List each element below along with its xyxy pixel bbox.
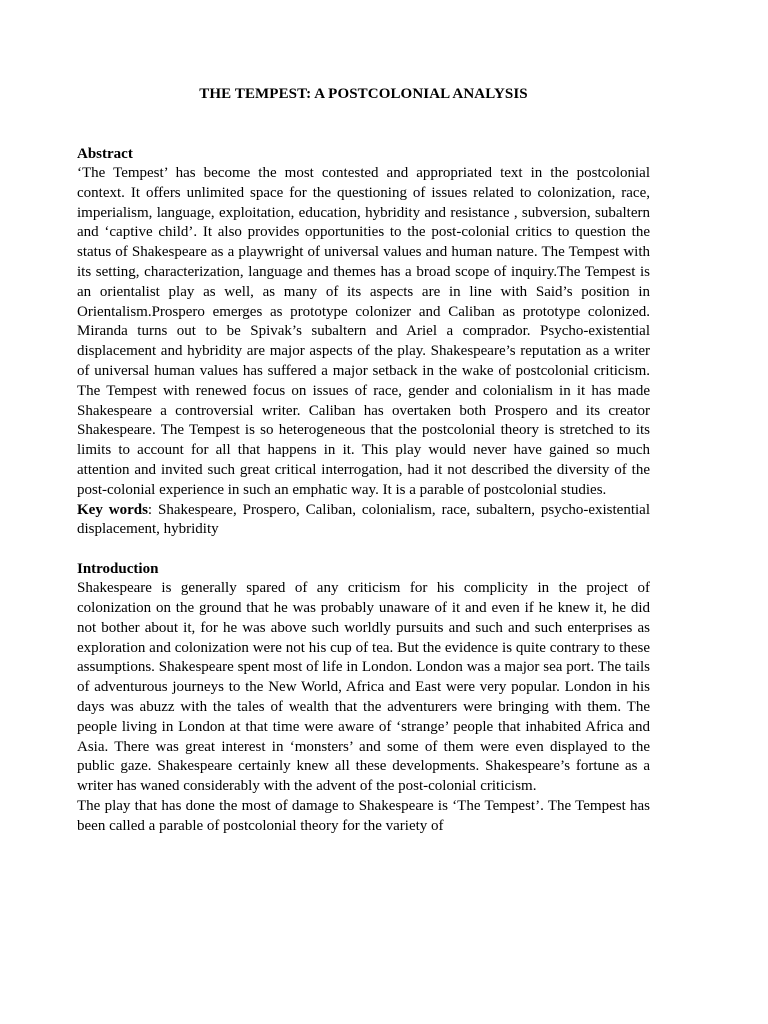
document-title: THE TEMPEST: A POSTCOLONIAL ANALYSIS [199,86,528,102]
introduction-paragraph-1: Shakespeare is generally spared of any criticism for his complicity in the project of colonization on the ground that he was probably unaware of it and even if he knew it, he did not bother about it, for he was above such worldly pursuits and such and such enterprises as exploration and colonization were not his cup of tea. But the evidence is quite contrary to these assumptions. Shakespeare spent most of life in London. London was a major sea port. The tails of adventurous journeys to the New World, Africa and East were very popular. London in his days was abuzz with the tales of wealth that the adventurers were bringing with them. The people living in London at that time were aware of ‘strange’ people that inhabited Africa and Asia. There was great interest in ‘monsters’ and some of them were even displayed to the public gaze. Shakespeare certainly knew all these developments. Shakespeare’s fortune as a writer has waned considerably with the advent of the post-colonial criticism. [77,580,650,795]
introduction-paragraph-2: The play that has done the most of damage to Shakespeare is ‘The Tempest’. The Tempest has been called a parable of postcolonial theory for the variety of [77,797,650,834]
abstract-heading: Abstract [77,146,133,162]
keywords-line [77,501,650,541]
document-page [77,84,650,837]
section-spacer [77,540,650,559]
introduction-heading: Introduction [77,561,159,578]
keywords-text: : Shakespeare, Prospero, Caliban, colonialism, race, subaltern, psycho-existential displacement, hybridity [77,501,650,538]
keywords-label: Key words [77,501,148,518]
abstract-body: ‘The Tempest’ has become the most contested and appropriated text in the postcolonial context. It offers unlimited space for the questioning of issues related to colonization, race, imperialism, language, exploitation, education, hybridity and resistance , subversion, subaltern and ‘captive child’. It also provides opportunities to the post-colonial critics to question the status of Shakespeare as a playwright of universal values and human nature. The Tempest with its setting, characterization, language and themes has a broad scope of inquiry.The Tempest is an orientalist play as well, as many of its aspects are in line with Said’s position in Orientalism.Prospero emerges as prototype colonizer and Caliban as prototype colonized. Miranda turns out to be Spivak’s subaltern and Ariel a comprador. Psycho-existential displacement and hybridity are major aspects of the play. Shakespeare’s reputation as a writer of universal human values has suffered a major setback in the wake of postcolonial criticism. The Tempest with renewed focus on issues of race, gender and colonialism in it has made Shakespeare a controversial writer. Caliban has overtaken both Prospero and its creator Shakespeare. The Tempest is so heterogeneous that the postcolonial theory is stretched to its limits to account for all that happens in it. This play would never have gained so much attention and invited such great critical interrogation, had it not described the diversity of the post-colonial experience in such an emphatic way. It is a parable of postcolonial studies. [77,165,650,498]
